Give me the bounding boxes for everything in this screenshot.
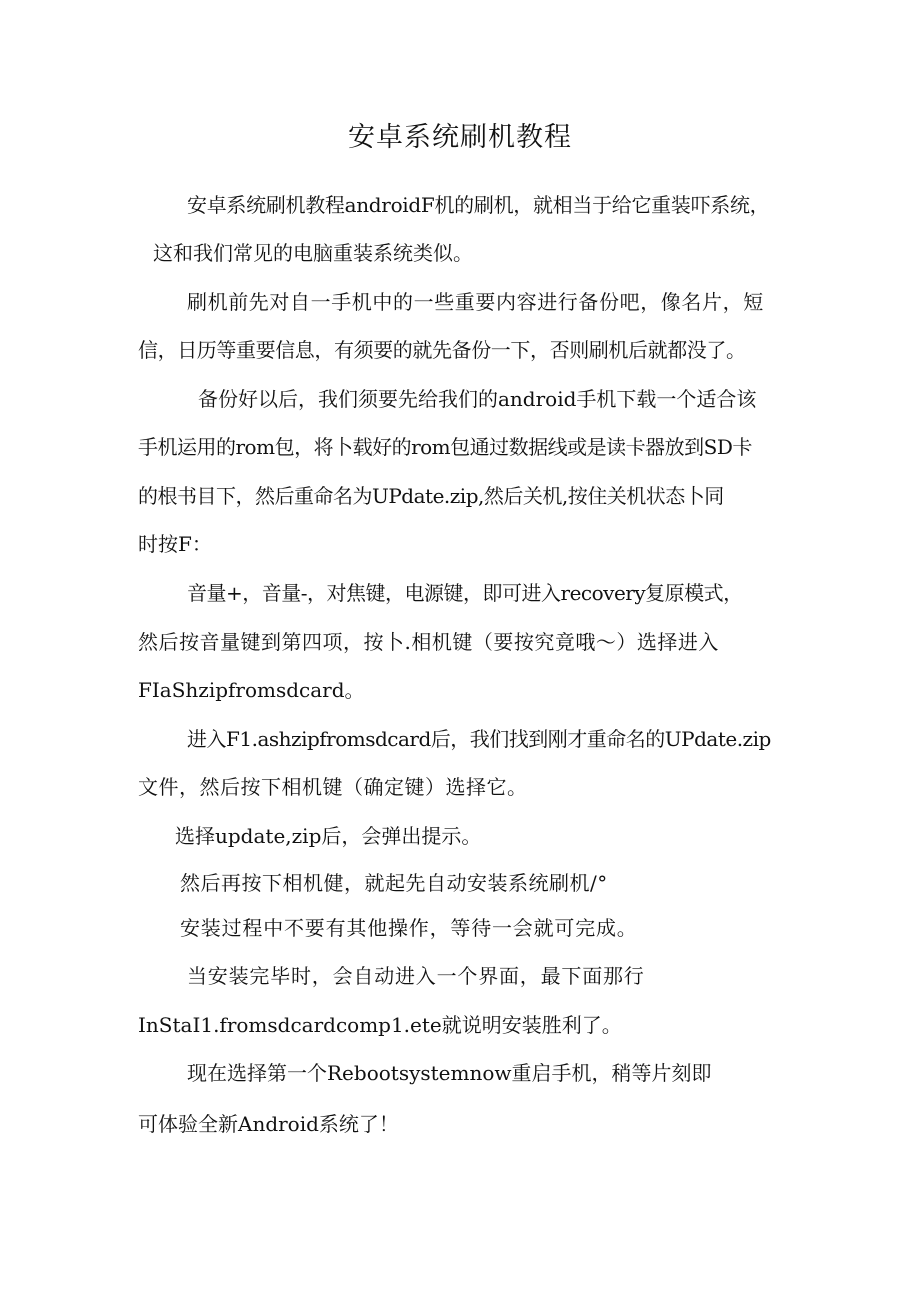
paragraph-line: 可体验全新Android系统了！	[138, 1112, 399, 1136]
paragraph-line: 信，日历等重要信息，有须要的就先备份一下，否则刷机后就都没了。	[138, 338, 746, 362]
paragraph-line: 进入F1.ashzipfromsdcard后，我们找到刚才重命名的UPdate.zip	[187, 727, 771, 751]
paragraph-line: 时按F：	[138, 532, 212, 556]
paragraph-line: 安装过程中不要有其他操作，等待一会就可完成。	[180, 916, 638, 940]
paragraph-line: 安卓系统刷机教程androidF机的刷机，就相当于给它重装吓系统，	[187, 193, 770, 217]
paragraph-line: 手机运用的rom包，将卜载好的rom包通过数据线或是读卡器放到SD卡	[138, 435, 752, 459]
paragraph-line: 文件，然后按下相机键（确定键）选择它。	[138, 775, 528, 799]
paragraph-line: 选择update,zip后，会弹出提示。	[175, 824, 482, 848]
paragraph-line: 当安装完毕时，会自动进入一个界面，最下面那行	[187, 964, 645, 988]
paragraph-line: 这和我们常见的电脑重装系统类似。	[153, 241, 473, 265]
paragraph-line: FIaShzipfromsdcard。	[138, 678, 365, 702]
paragraph-line: 刷机前先对自一手机中的一些重要内容进行备份吧，像名片，短	[187, 290, 764, 314]
paragraph-line: 的根书目下，然后重命名为UPdate.zip,然后关机,按住关机状态卜同	[138, 484, 724, 508]
paragraph-line: 然后再按下相机健，就起先自动安装系统刷机/°	[180, 871, 608, 895]
paragraph-line: 音量+，音量-，对焦键，电源键，即可进入recovery复原模式，	[187, 581, 743, 605]
paragraph-line: InStaI1.fromsdcardcomp1.ete就说明安装胜利了。	[138, 1013, 622, 1037]
document-title: 安卓系统刷机教程	[348, 122, 572, 153]
paragraph-line: 备份好以后，我们须要先给我们的android手机下载一个适合该	[198, 387, 757, 411]
paragraph-line: 然后按音量键到第四项，按卜.相机键（要按究竟哦～）选择进入	[138, 630, 719, 654]
paragraph-line: 现在选择第一个Rebootsystemnow重启手机，稍等片刻即	[187, 1061, 712, 1085]
